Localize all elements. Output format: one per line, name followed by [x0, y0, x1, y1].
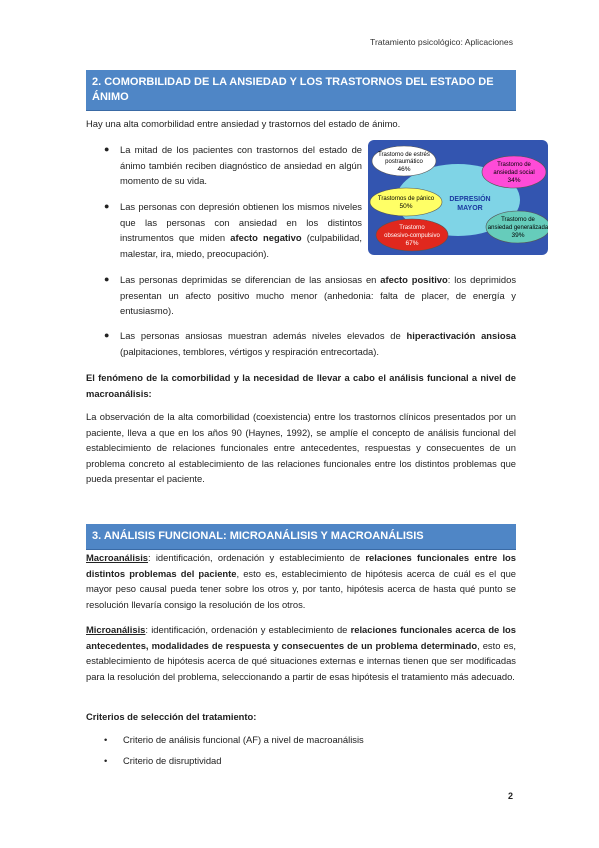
svg-text:ansiedad generalizada: ansiedad generalizada [487, 225, 548, 231]
bullet-text: La mitad de los pacientes con trastornos del estado de ánimo también reciben diagnóstico de ansiedad en algún momento de su vida. [120, 144, 362, 186]
bullet-item [86, 272, 516, 319]
bullet-dot-icon: ● [104, 201, 110, 211]
microanalysis-term: Microanálisis [86, 624, 146, 635]
center-label-line-1: DEPRESIÓN [449, 196, 491, 203]
bullet-text: Las personas ansiosas muestran además niveles elevados de hiperactivación ansiosa (palpitaciones, temblores, vértigos y respiración entrecortada). [120, 330, 517, 357]
bullet-dot-icon: ● [104, 144, 110, 154]
running-header: Tratamiento psicológico: Aplicaciones [370, 37, 513, 47]
section-2-paragraph: La observación de la alta comorbilidad (coexistencia) entre los trastornos clínicos presentados por un paciente, lleva a que en los años 90 (Haynes, 1992), se amplíe el concepto de análisis funcional del establecimiento de relaciones funcionales entre antecedentes, respuestas y consecuentes de un problema concreto al establecimiento de las relaciones funcionales entre los distintos problemas que pueda presentar el paciente. [86, 411, 516, 484]
svg-text:34%: 34% [507, 177, 521, 184]
svg-text:obsesivo-compulsivo: obsesivo-compulsivo [384, 233, 440, 239]
svg-text:Trastornos de pánico: Trastornos de pánico [377, 196, 435, 202]
svg-text:39%: 39% [511, 232, 525, 239]
bullet-dot-icon: ● [104, 274, 110, 284]
bullet-item [86, 199, 376, 261]
bold-term: hiperactivación ansiosa [406, 330, 517, 341]
svg-text:ansiedad social: ansiedad social [493, 170, 535, 176]
bullet-item [86, 142, 376, 189]
bullet-dot-icon: ● [104, 330, 110, 340]
svg-text:Trastorno de estrés: Trastorno de estrés [378, 152, 430, 158]
microanalysis-paragraph: Microanálisis: identificación, ordenación y establecimiento de relaciones funcionales acerca de los antecedentes, modalidades de respuesta y consecuentes de un problema determinado, esto es, establecimiento de hipótesis acerca de qué situaciones externas e internas tienen que ser modificadas para la resolución del problema, seleccionando a partir de esas hipótesis el tratamiento más adecuado. [86, 624, 516, 682]
section-3-heading: 3. ANÁLISIS FUNCIONAL: MICROANÁLISIS Y MACROANÁLISIS [86, 524, 516, 550]
svg-text:Trastorno: Trastorno [399, 225, 425, 231]
section-2-heading: 2. COMORBILIDAD DE LA ANSIEDAD Y LOS TRASTORNOS DEL ESTADO DE ÁNIMO [86, 70, 516, 111]
bullet-item [86, 328, 516, 359]
svg-text:Trastorno de: Trastorno de [497, 162, 531, 168]
criteria-heading: Criterios de selección del tratamiento: [86, 711, 257, 722]
bubble-gad [486, 211, 548, 243]
svg-text:postraumático: postraumático [385, 159, 423, 165]
bold-term: relaciones funcionales acerca de los antecedentes, modalidades de respuesta y consecuentes de un problema determinado [86, 624, 516, 651]
svg-text:50%: 50% [399, 203, 413, 210]
svg-text:67%: 67% [405, 240, 419, 247]
section-2-intro: Hay una alta comorbilidad entre ansiedad y trastornos del estado de ánimo. [86, 118, 401, 129]
svg-text:46%: 46% [397, 166, 411, 173]
criteria-item: • Criterio de disruptividad [104, 755, 222, 766]
bullet-dot-icon: • [104, 755, 108, 766]
bubble-panic [370, 188, 442, 216]
bullet-dot-icon: • [104, 734, 108, 745]
macroanalysis-term: Macroanálisis [86, 552, 149, 563]
bullet-text: Las personas con depresión obtienen los mismos niveles que las personas con ansiedad en los distintos instrumentos que miden afecto negativo (culpabilidad, malestar, ira, miedo, preocupación). [120, 201, 362, 259]
macroanalysis-paragraph: Macroanálisis: identificación, ordenación y establecimiento de relaciones funcionales entre los distintos problemas del paciente, esto es, establecimiento de hipótesis acerca de cuál es el que mayor peso causal pueda tener sobre los otros y, por tanto, hipótesis acerca de hasta qué punto se resolución llevaría consigo la resolución de los otros. [86, 552, 516, 610]
center-label-line-2: MAYOR [457, 205, 483, 212]
page-number: 2 [507, 791, 513, 801]
bubble-ocd [376, 219, 448, 251]
bold-term: afecto negativo [230, 232, 302, 243]
svg-text:Trastorno de: Trastorno de [501, 217, 535, 223]
bold-term: afecto positivo [380, 274, 448, 285]
comorbidity-diagram [368, 140, 548, 255]
bullet-text: Las personas deprimidas se diferencian de las ansiosas en afecto positivo: los deprimidos presentan un afecto positivo mucho menor (anhedonia: falta de placer, de energía y entusiasmo). [120, 274, 517, 316]
bold-term: relaciones funcionales entre los distintos problemas del paciente [86, 552, 516, 579]
criteria-item: • Criterio de análisis funcional (AF) a nivel de macroanálisis [104, 734, 364, 745]
bubble-ptsd [372, 146, 436, 176]
comorbidity-subheading: El fenómeno de la comorbilidad y la necesidad de llevar a cabo el análisis funcional a nivel de macroanálisis: [86, 372, 516, 399]
bubble-social-anxiety [482, 156, 546, 188]
